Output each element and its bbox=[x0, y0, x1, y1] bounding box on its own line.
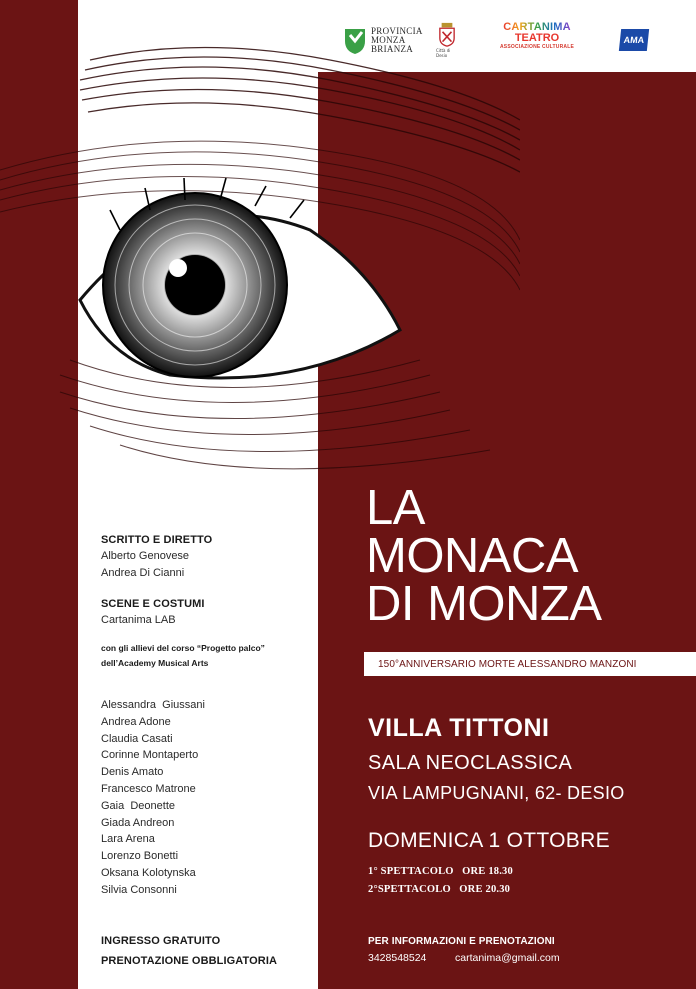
cast-member: Andrea Adone bbox=[101, 715, 171, 728]
venue-address: VIA LAMPUGNANI, 62- DESIO bbox=[368, 783, 625, 803]
info-heading: PER INFORMAZIONI E PRENOTAZIONI bbox=[368, 936, 555, 947]
provincia-line1: PROVINCIA bbox=[371, 25, 423, 36]
entry-booking: PRENOTAZIONE OBBLIGATORIA bbox=[101, 955, 278, 967]
info-email[interactable]: cartanima@gmail.com bbox=[455, 952, 560, 964]
comune-caption: Città di Desio bbox=[436, 48, 451, 58]
cast-member: Francesco Matrone bbox=[101, 782, 196, 795]
ama-logo bbox=[620, 22, 648, 58]
event-date: DOMENICA 1 OTTOBRE bbox=[368, 829, 610, 852]
cast-member: Oksana Kolotynska bbox=[101, 866, 196, 879]
ama-badge: AMA bbox=[619, 29, 649, 51]
title-line3: DI MONZA bbox=[366, 577, 602, 631]
cartanima-line3: ASSOCIAZIONE CULTURALE bbox=[500, 44, 575, 50]
cast-list bbox=[101, 697, 313, 899]
writer-1: Alberto Genovese bbox=[101, 550, 190, 562]
course-note bbox=[101, 641, 313, 671]
credits bbox=[101, 532, 313, 899]
scenes-by: Cartanima LAB bbox=[101, 614, 176, 626]
cast-member: Alessandra Giussani bbox=[101, 699, 205, 711]
venue-name: VILLA TITTONI bbox=[368, 714, 550, 742]
cast-member: Denis Amato bbox=[101, 766, 164, 779]
provincia-line3: BRIANZA bbox=[371, 43, 414, 54]
provincia-line2: MONZA bbox=[371, 34, 406, 45]
cast-member: Corinne Montaperto bbox=[101, 749, 199, 762]
cartanima-line1: CARTANIMA bbox=[503, 21, 571, 33]
show-time-2: 2°SPETTACOLO ORE 20.30 bbox=[368, 884, 511, 895]
cast-member: Silvia Consonni bbox=[101, 883, 177, 896]
written-heading: SCRITTO E DIRETTO bbox=[101, 534, 213, 546]
anniversary-banner bbox=[364, 652, 696, 676]
provincia-logo bbox=[343, 22, 423, 58]
venue-room: SALA NEOCLASSICA bbox=[368, 752, 573, 774]
entry-free: INGRESSO GRATUITO bbox=[101, 935, 221, 947]
course-line1: con gli allievi del corso “Progetto palco” bbox=[101, 643, 265, 653]
eye-illustration bbox=[0, 30, 520, 500]
cast-member: Lara Arena bbox=[101, 833, 155, 846]
show-time-1: 1° SPETTACOLO ORE 18.30 bbox=[368, 866, 513, 877]
entry-note bbox=[101, 931, 277, 971]
cast-member: Gaia Deonette bbox=[101, 799, 175, 812]
course-line2: dell’Academy Musical Arts bbox=[101, 658, 209, 668]
anniversary-text: 150°ANNIVERSARIO MORTE ALESSANDRO MANZONI bbox=[378, 658, 637, 670]
info-phone[interactable]: 3428548524 bbox=[368, 952, 427, 964]
show-title bbox=[366, 481, 602, 631]
cartanima-logo bbox=[500, 22, 574, 58]
title-line2: MONACA bbox=[366, 529, 579, 583]
provincia-shield-icon bbox=[343, 25, 367, 55]
writer-2: Andrea Di Cianni bbox=[101, 567, 185, 579]
title-line1: LA bbox=[366, 481, 425, 535]
scenes-heading: SCENE E COSTUMI bbox=[101, 598, 205, 610]
cast-member: Claudia Casati bbox=[101, 732, 173, 745]
comune-logo bbox=[436, 22, 458, 58]
cast-member: Lorenzo Bonetti bbox=[101, 850, 179, 863]
comune-crest-icon bbox=[438, 22, 456, 47]
cast-member: Giada Andreon bbox=[101, 816, 175, 829]
cartanima-line2: TEATRO bbox=[514, 32, 560, 44]
